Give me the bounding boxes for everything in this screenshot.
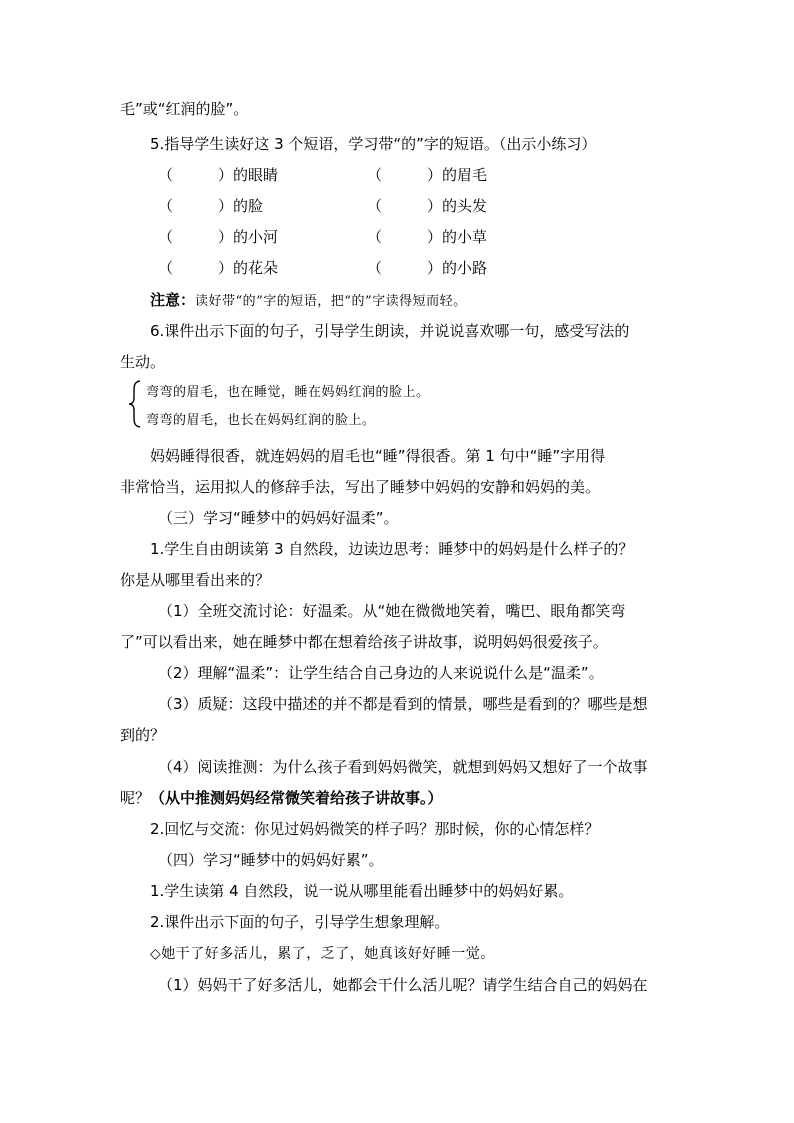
text-line: 6.课件出示下面的句子，引导学生朗读，并说说喜欢哪一句，感受写法的 [150, 322, 630, 340]
example-sentence: ◇她干了好多活儿，累了，乏了，她真该好好睡一觉。 [150, 946, 495, 962]
text-line: 到的？ [120, 726, 166, 744]
text-fragment: 呢？ [120, 789, 151, 807]
note-text: 读好带“的”字的短语，把“的”字读得短而轻。 [195, 294, 467, 309]
text-line: 2.课件出示下面的句子，引导学生想象理解。 [150, 913, 450, 931]
text-line: 毛”或“红润的脸”。 [120, 100, 249, 118]
exercise-item: （ ）的头发 [367, 197, 488, 215]
exercise-item: （ ）的小河 [158, 228, 279, 246]
exercise-item: （ ）的眉毛 [367, 166, 488, 184]
exercise-item: （ ）的眼睛 [158, 166, 279, 184]
exercise-item: （ ）的花朵 [158, 259, 279, 277]
exercise-item: （ ）的小草 [367, 228, 488, 246]
section-heading: （三）学习“睡梦中的妈妈好温柔”。 [158, 509, 399, 527]
exercise-item: （ ）的脸 [158, 197, 264, 215]
section-heading: （四）学习“睡梦中的妈妈好累”。 [158, 851, 384, 869]
example-sentence: 弯弯的眉毛，也在睡觉，睡在妈妈红润的脸上。 [146, 385, 430, 400]
text-line: 生动。 [120, 353, 166, 371]
text-line: 5.指导学生读好这 3 个短语，学习带“的”字的短语。（出示小练习） [150, 135, 597, 153]
example-sentence: 弯弯的眉毛，也长在妈妈红润的脸上。 [146, 413, 376, 428]
text-line: （1）全班交流讨论：好温柔。从“她在微微地笑着，嘴巴、眼角都笑弯 [158, 602, 626, 620]
text-line: 了”可以看出来，她在睡梦中都在想着给孩子讲故事，说明妈妈很爱孩子。 [120, 633, 608, 651]
text-line: 非常恰当，运用拟人的修辞手法，写出了睡梦中妈妈的安静和妈妈的美。 [120, 478, 601, 496]
note-line [150, 290, 467, 312]
text-line: （2）理解“温柔”：让学生结合自己身边的人来说说什么是“温柔”。 [158, 664, 604, 682]
text-line: 2.回忆与交流：你见过妈妈微笑的样子吗？那时候，你的心情怎样？ [150, 820, 600, 838]
text-line: 妈妈睡得很香，就连妈妈的眉毛也“睡”得很香。第 1 句中“睡”字用得 [150, 447, 606, 465]
text-line [120, 788, 443, 808]
text-line: 你是从哪里看出来的？ [120, 571, 271, 589]
exercise-item: （ ）的小路 [367, 259, 488, 277]
note-label: 注意： [150, 291, 196, 309]
bold-inference: （从中推测妈妈经常微笑着给孩子讲故事。） [150, 789, 443, 807]
text-line: （4）阅读推测：为什么孩子看到妈妈微笑，就想到妈妈又想好了一个故事 [158, 758, 648, 776]
text-line: （1）妈妈干了好多活儿，她都会干什么活儿呢？请学生结合自己的妈妈在 [158, 976, 648, 994]
text-line: （3）质疑：这段中描述的并不都是看到的情景，哪些是看到的？哪些是想 [158, 695, 648, 713]
text-line: 1.学生读第 4 自然段，说一说从哪里能看出睡梦中的妈妈好累。 [150, 882, 574, 900]
left-brace-icon [128, 380, 142, 428]
text-line: 1.学生自由朗读第 3 自然段，边读边思考：睡梦中的妈妈是什么样子的？ [150, 540, 634, 558]
